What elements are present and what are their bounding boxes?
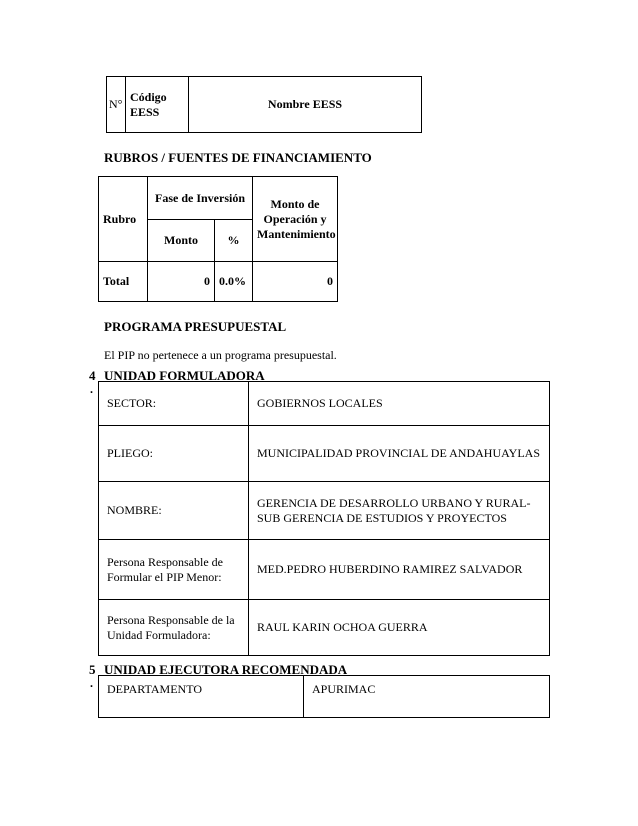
uf-value-sector: GOBIERNOS LOCALES (249, 382, 550, 426)
eess-table (106, 76, 422, 133)
rubros-total-monto: 0 (148, 262, 215, 302)
rubros-total-pct: 0.0% (215, 262, 253, 302)
rubros-total-label: Total (99, 262, 148, 302)
ue-dot: . (90, 676, 93, 690)
uf-label-formulador: Persona Responsable de Formular el PIP Menor: (99, 540, 249, 600)
ue-label-departamento: DEPARTAMENTO (99, 676, 304, 718)
rubros-col-pct: % (215, 220, 253, 262)
rubros-col-mantenimiento: Monto de Operación y Mantenimiento (253, 177, 338, 262)
ue-title: UNIDAD EJECUTORA RECOMENDADA (104, 662, 348, 677)
eess-col-num: N° (107, 77, 126, 133)
eess-col-code: Código EESS (126, 77, 189, 133)
uf-value-responsable: RAUL KARIN OCHOA GUERRA (249, 600, 550, 656)
uf-value-pliego: MUNICIPALIDAD PROVINCIAL DE ANDAHUAYLAS (249, 426, 550, 482)
ue-table (98, 675, 550, 718)
uf-label-pliego: PLIEGO: (99, 426, 249, 482)
uf-number: 4 (89, 368, 96, 383)
rubros-col-rubro: Rubro (99, 177, 148, 262)
uf-value-formulador: MED.PEDRO HUBERDINO RAMIREZ SALVADOR (249, 540, 550, 600)
eess-col-name: Nombre EESS (189, 77, 422, 133)
programa-title: PROGRAMA PRESUPUESTAL (104, 319, 287, 334)
rubros-col-fase: Fase de Inversión (148, 177, 253, 220)
uf-table (98, 381, 550, 656)
rubros-total-mantenimiento: 0 (253, 262, 338, 302)
uf-dot: . (90, 382, 93, 396)
rubros-table (98, 176, 338, 302)
programa-text: El PIP no pertenece a un programa presupuestal. (104, 348, 337, 362)
ue-number: 5 (89, 662, 96, 677)
rubros-title: RUBROS / FUENTES DE FINANCIAMIENTO (104, 150, 372, 165)
uf-label-nombre: NOMBRE: (99, 482, 249, 540)
ue-value-departamento: APURIMAC (304, 676, 550, 718)
uf-title: UNIDAD FORMULADORA (104, 368, 265, 383)
uf-label-sector: SECTOR: (99, 382, 249, 426)
uf-label-responsable: Persona Responsable de la Unidad Formuladora: (99, 600, 249, 656)
uf-value-nombre: GERENCIA DE DESARROLLO URBANO Y RURAL-SUB GERENCIA DE ESTUDIOS Y PROYECTOS (249, 482, 550, 540)
rubros-col-monto: Monto (148, 220, 215, 262)
